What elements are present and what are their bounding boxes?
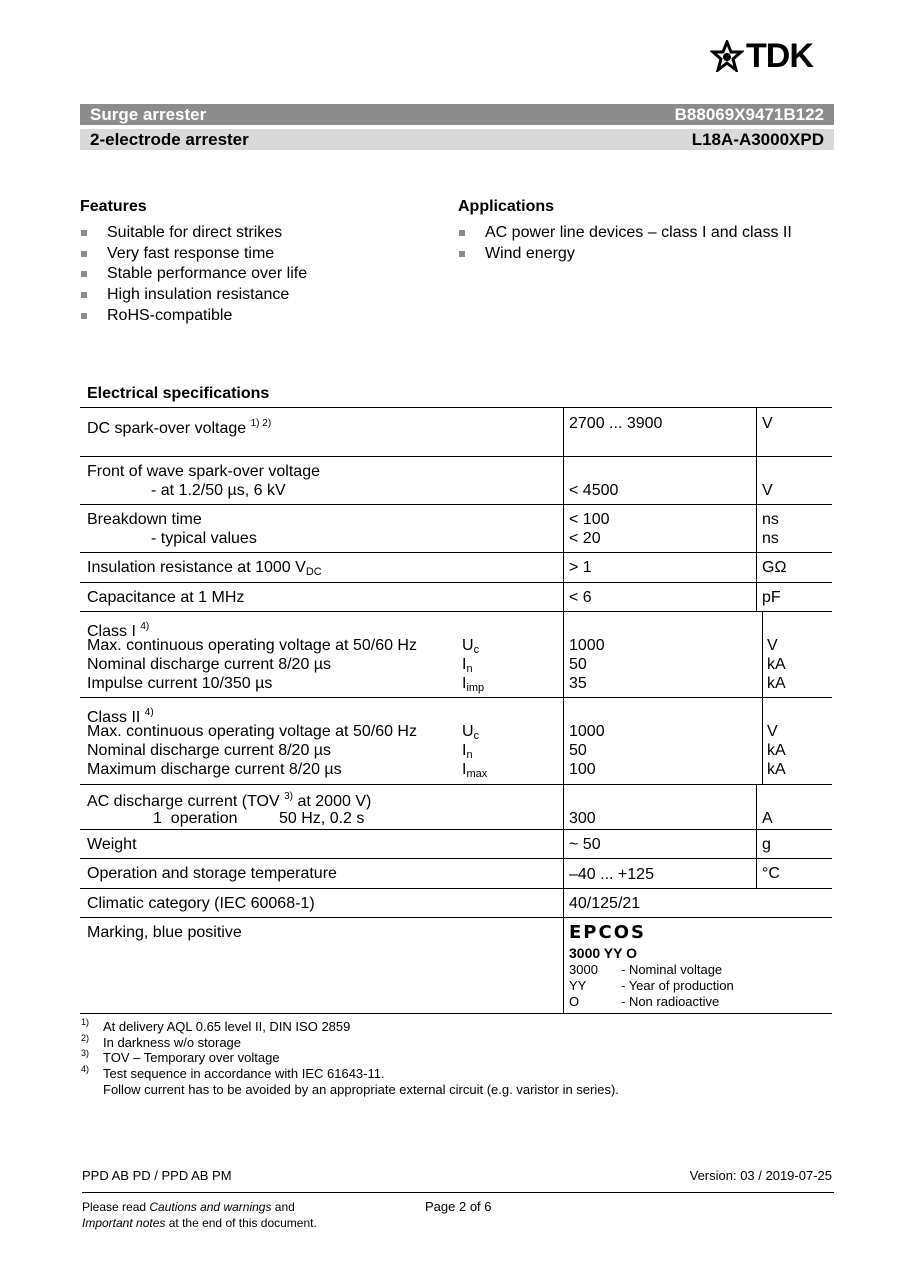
product-type: 2-electrode arrester bbox=[90, 129, 249, 149]
spec-unit: °C bbox=[762, 865, 780, 882]
marking-key: 3000 bbox=[569, 962, 598, 977]
spec-symbol: $I_n$ bbox=[462, 742, 473, 761]
spec-symbol: $U_c$ bbox=[462, 723, 480, 742]
spec-label: DC spark-over voltage $^{1) 2)}$ bbox=[87, 418, 272, 437]
spec-unit: g bbox=[762, 836, 771, 853]
spec-unit: V bbox=[767, 723, 778, 740]
spec-value: < 4500 bbox=[569, 482, 619, 499]
spec-label: Nominal discharge current 8/20 µs bbox=[87, 742, 331, 759]
spec-label: Class II $^{4)}$ bbox=[87, 707, 154, 726]
spec-sublabel: - at 1.2/50 µs, 6 kV bbox=[151, 482, 286, 499]
spec-label: Marking, blue positive bbox=[87, 924, 242, 941]
table-rule bbox=[80, 858, 832, 859]
spec-value: 2700 ... 3900 bbox=[569, 415, 663, 432]
spec-unit: GΩ bbox=[762, 559, 787, 576]
table-rule bbox=[80, 407, 832, 408]
spec-label: Max. continuous operating voltage at 50/60 Hz bbox=[87, 637, 417, 654]
spec-unit: V bbox=[767, 637, 778, 654]
spec-unit: kA bbox=[767, 675, 786, 692]
spec-unit: ns bbox=[762, 511, 779, 528]
marking-desc: - Nominal voltage bbox=[621, 962, 723, 977]
table-rule bbox=[80, 552, 832, 553]
table-rule bbox=[80, 456, 832, 457]
list-item: AC power line devices – class I and class II bbox=[458, 223, 792, 244]
table-col-rule bbox=[756, 407, 757, 611]
list-item: Suitable for direct strikes bbox=[80, 223, 307, 244]
spec-unit: V bbox=[762, 482, 773, 499]
footer-rule bbox=[82, 1192, 834, 1193]
spec-value: 50 bbox=[569, 656, 587, 673]
spec-value: ~ 50 bbox=[569, 836, 601, 853]
list-item: RoHS-compatible bbox=[80, 306, 307, 327]
spec-label: Nominal discharge current 8/20 µs bbox=[87, 656, 331, 673]
table-col-rule bbox=[762, 611, 763, 784]
table-col-rule bbox=[563, 407, 564, 1013]
spec-unit: V bbox=[762, 415, 773, 432]
spec-label: Class I $^{4)}$ bbox=[87, 621, 150, 640]
bullet-icon bbox=[81, 313, 87, 319]
spec-condition: 50 Hz, 0.2 s bbox=[279, 810, 365, 827]
spec-label: Insulation resistance at 1000 $V_{DC}$ bbox=[87, 559, 322, 578]
tdk-logo bbox=[710, 37, 813, 75]
footer-version: Version: 03 / 2019-07-25 bbox=[689, 1168, 832, 1183]
table-rule bbox=[80, 888, 832, 889]
spec-value: 100 bbox=[569, 761, 596, 778]
spec-value: 300 bbox=[569, 810, 596, 827]
spec-value: < 6 bbox=[569, 589, 592, 606]
spec-symbol: $I_{max}$ bbox=[462, 761, 488, 780]
spec-value: 1000 bbox=[569, 723, 605, 740]
spec-label: Operation and storage temperature bbox=[87, 865, 337, 882]
table-rule bbox=[80, 917, 832, 918]
bullet-icon bbox=[81, 292, 87, 298]
epcos-brand-mark: EPCOS bbox=[569, 922, 646, 943]
marking-desc: - Non radioactive bbox=[621, 994, 720, 1009]
features-list bbox=[80, 223, 307, 326]
bullet-icon bbox=[81, 271, 87, 277]
table-rule bbox=[80, 1013, 832, 1014]
spec-value: –40 ... +125 bbox=[569, 866, 654, 883]
applications-heading: Applications bbox=[458, 198, 555, 215]
spec-sublabel: - typical values bbox=[151, 530, 257, 547]
spec-label: Weight bbox=[87, 836, 137, 853]
spec-label: Front of wave spark-over voltage bbox=[87, 463, 320, 480]
applications-list bbox=[458, 223, 792, 264]
tdk-logo-text: TDK bbox=[746, 37, 813, 75]
table-rule bbox=[80, 784, 832, 785]
spec-unit: kA bbox=[767, 656, 786, 673]
bullet-icon bbox=[459, 230, 465, 236]
title-bar-type bbox=[80, 129, 834, 150]
list-item: High insulation resistance bbox=[80, 285, 307, 306]
footer-note: Please read Cautions and warnings and Important notes at the end of this document. bbox=[82, 1200, 317, 1230]
footer-department: PPD AB PD / PPD AB PM bbox=[82, 1168, 232, 1183]
spec-unit: kA bbox=[767, 761, 786, 778]
product-name: Surge arrester bbox=[90, 104, 207, 124]
marking-key: YY bbox=[569, 978, 587, 993]
spec-value: > 1 bbox=[569, 559, 592, 576]
table-col-rule bbox=[756, 784, 757, 888]
spec-value: 1000 bbox=[569, 637, 605, 654]
footnote-continuation: Follow current has to be avoided by an appropriate external circuit (e.g. varistor in series). bbox=[103, 1082, 619, 1097]
spec-value: 50 bbox=[569, 742, 587, 759]
spec-label: Maximum discharge current 8/20 µs bbox=[87, 761, 342, 778]
table-rule bbox=[80, 697, 832, 698]
list-item: Very fast response time bbox=[80, 244, 307, 265]
spec-label: Max. continuous operating voltage at 50/60 Hz bbox=[87, 723, 417, 740]
marking-desc: - Year of production bbox=[621, 978, 734, 993]
spec-unit: ns bbox=[762, 530, 779, 547]
spec-label: Breakdown time bbox=[87, 511, 202, 528]
spec-value: 35 bbox=[569, 675, 587, 692]
spec-sublabel: 1 operation bbox=[153, 810, 238, 827]
spec-symbol: $U_c$ bbox=[462, 637, 480, 656]
bullet-icon bbox=[81, 251, 87, 257]
spec-label: AC discharge current (TOV $^{3)}$ at 2000 V) bbox=[87, 791, 372, 810]
spec-symbol: $I_n$ bbox=[462, 656, 473, 675]
spec-value: < 100 bbox=[569, 511, 610, 528]
list-item: Stable performance over life bbox=[80, 264, 307, 285]
spec-symbol: $I_{imp}$ bbox=[462, 675, 485, 694]
marking-code: 3000 YY O bbox=[569, 945, 637, 961]
spec-value: < 20 bbox=[569, 530, 601, 547]
spec-label: Climatic category (IEC 60068-1) bbox=[87, 895, 315, 912]
table-rule bbox=[80, 504, 832, 505]
bullet-icon bbox=[459, 251, 465, 257]
tdk-emblem-icon bbox=[710, 40, 744, 72]
spec-unit: kA bbox=[767, 742, 786, 759]
marking-key: O bbox=[569, 994, 580, 1009]
spec-label: Capacitance at 1 MHz bbox=[87, 589, 245, 606]
table-rule bbox=[80, 611, 832, 612]
spec-unit: pF bbox=[762, 589, 781, 606]
list-item: Wind energy bbox=[458, 244, 792, 265]
specs-heading: Electrical specifications bbox=[87, 385, 270, 402]
title-bar-product bbox=[80, 104, 834, 125]
features-heading: Features bbox=[80, 198, 147, 215]
bullet-icon bbox=[81, 230, 87, 236]
spec-unit: A bbox=[762, 810, 773, 827]
spec-value: 40/125/21 bbox=[569, 895, 641, 912]
page-number: Page 2 of 6 bbox=[425, 1199, 492, 1214]
ordering-code: L18A-A3000XPD bbox=[691, 129, 824, 149]
spec-label: Impulse current 10/350 µs bbox=[87, 675, 273, 692]
table-rule bbox=[80, 829, 832, 830]
part-number: B88069X9471B122 bbox=[674, 104, 824, 124]
